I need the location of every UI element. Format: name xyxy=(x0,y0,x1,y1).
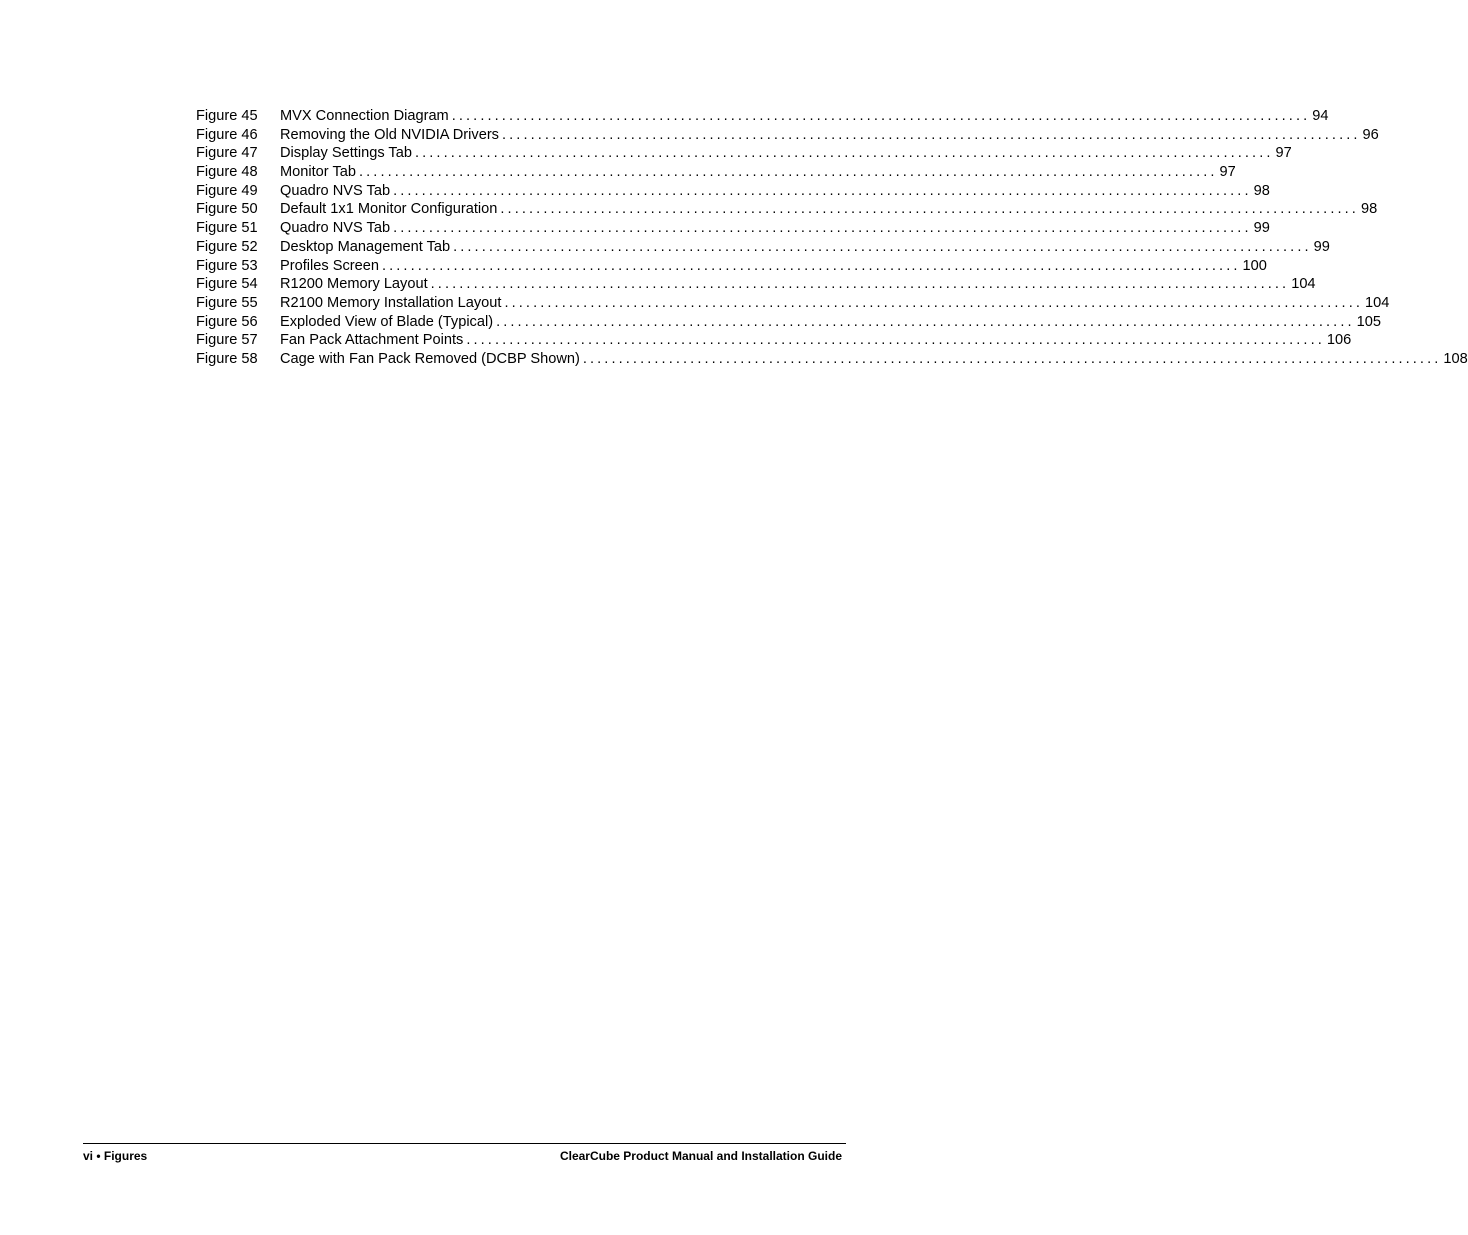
toc-entry[interactable] xyxy=(196,219,1270,238)
figure-number: Figure 55 xyxy=(196,294,258,311)
figure-title: Fan Pack Attachment Points xyxy=(280,332,464,349)
figure-title: Profiles Screen xyxy=(280,257,379,274)
figure-number: Figure 45 xyxy=(196,108,258,124)
figure-number: Figure 52 xyxy=(196,238,258,255)
figure-number: Figure 54 xyxy=(196,276,258,293)
figure-number: Figure 50 xyxy=(196,201,258,218)
toc-entry[interactable] xyxy=(196,257,1267,276)
toc-entry[interactable] xyxy=(196,350,1468,369)
figure-title: Default 1x1 Monitor Configuration xyxy=(280,201,498,218)
figure-title: Removing the Old NVIDIA Drivers xyxy=(280,126,499,143)
dot-leader: ........................................................................................................................ xyxy=(393,220,1252,237)
toc-entry[interactable] xyxy=(196,331,1352,350)
dot-leader: ........................................................................................................................ xyxy=(430,276,1290,293)
page-number: 94 xyxy=(1312,108,1329,124)
dot-leader: ........................................................................................................................ xyxy=(501,126,1361,143)
page-number: 104 xyxy=(1365,294,1390,311)
page-number: 106 xyxy=(1326,332,1352,349)
page-number: 97 xyxy=(1219,164,1236,181)
toc-entry[interactable] xyxy=(196,200,1378,219)
footer-divider xyxy=(83,1143,846,1144)
dot-leader: ........................................................................................................................ xyxy=(496,313,1355,330)
figure-title: R1200 Memory Layout xyxy=(280,276,428,293)
dot-leader: ........................................................................................................................ xyxy=(414,145,1274,162)
toc-entry[interactable] xyxy=(196,294,1390,313)
page-number: 100 xyxy=(1242,257,1267,274)
figure-title: Display Settings Tab xyxy=(280,145,412,162)
figure-title: Quadro NVS Tab xyxy=(280,220,391,237)
page-number: 104 xyxy=(1291,276,1316,293)
page-number: 99 xyxy=(1253,220,1270,237)
dot-leader: ........................................................................................................................ xyxy=(466,332,1325,349)
footer-document-title: ClearCube Product Manual and Installation Guide xyxy=(559,1149,842,1163)
page-number: 99 xyxy=(1313,238,1330,255)
figure-number: Figure 51 xyxy=(196,220,258,237)
figure-number: Figure 57 xyxy=(196,332,258,349)
figure-title: Exploded View of Blade (Typical) xyxy=(280,313,494,330)
figure-number: Figure 48 xyxy=(196,164,258,181)
toc-entry[interactable] xyxy=(196,163,1236,182)
footer-section-label: vi • Figures xyxy=(83,1149,148,1163)
toc-entry[interactable] xyxy=(196,275,1316,294)
figure-number: Figure 47 xyxy=(196,145,258,162)
page-number: 105 xyxy=(1356,313,1381,330)
page-number: 98 xyxy=(1360,201,1378,218)
dot-leader: ........................................................................................................................ xyxy=(393,182,1252,199)
figure-title: Monitor Tab xyxy=(280,164,356,181)
figure-title: MVX Connection Diagram xyxy=(280,108,449,124)
dot-leader: ........................................................................................................................ xyxy=(451,108,1311,124)
toc-entry[interactable] xyxy=(196,313,1381,332)
dot-leader: ........................................................................................................................ xyxy=(358,164,1218,181)
page-number: 98 xyxy=(1253,182,1270,199)
figure-number: Figure 46 xyxy=(196,126,258,143)
figure-title: Cage with Fan Pack Removed (DCBP Shown) xyxy=(280,350,580,367)
toc-entry[interactable] xyxy=(196,144,1292,163)
dot-leader: ........................................................................................................................ xyxy=(582,350,1442,367)
figure-number: Figure 56 xyxy=(196,313,258,330)
toc-entry[interactable] xyxy=(196,182,1270,201)
list-of-figures xyxy=(196,107,1468,369)
dot-leader: ........................................................................................................................ xyxy=(500,201,1359,218)
toc-entry[interactable] xyxy=(196,107,1329,126)
page-number: 108 xyxy=(1443,350,1468,367)
figure-number: Figure 49 xyxy=(196,182,258,199)
toc-entry[interactable] xyxy=(196,126,1379,145)
figure-title: R2100 Memory Installation Layout xyxy=(280,294,502,311)
page-number: 96 xyxy=(1362,126,1379,143)
page-number: 97 xyxy=(1275,145,1292,162)
dot-leader: ........................................................................................................................ xyxy=(453,238,1312,255)
figure-number: Figure 58 xyxy=(196,350,258,367)
figure-number: Figure 53 xyxy=(196,257,258,274)
dot-leader: ........................................................................................................................ xyxy=(381,257,1241,274)
figure-title: Desktop Management Tab xyxy=(280,238,451,255)
dot-leader: ........................................................................................................................ xyxy=(504,294,1364,311)
toc-entry[interactable] xyxy=(196,238,1330,257)
figure-title: Quadro NVS Tab xyxy=(280,182,391,199)
